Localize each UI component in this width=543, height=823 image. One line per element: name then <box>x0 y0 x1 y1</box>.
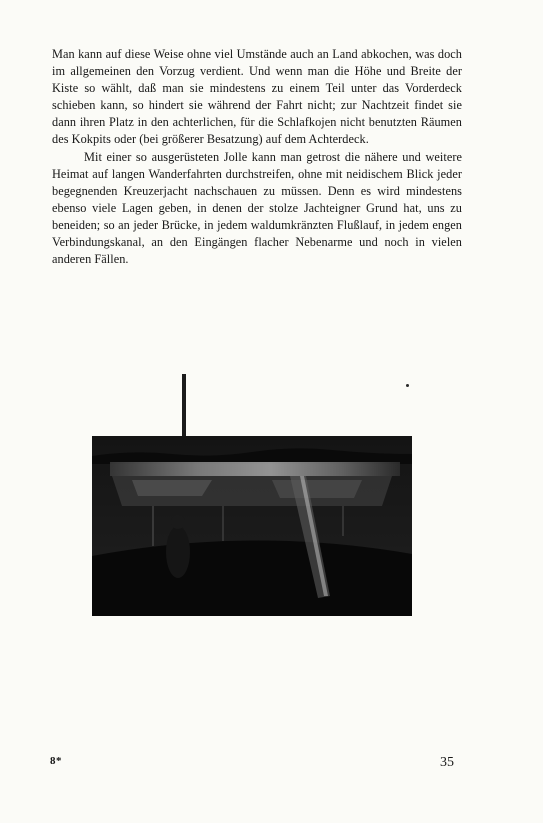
body-text <box>52 46 462 268</box>
page-number: 35 <box>440 755 454 770</box>
paragraph-1: Man kann auf diese Weise ohne viel Umstände auch an Land abkochen, was doch im allgemeinen den Vorzug verdient. Und wenn man die Höhe und Breite der Kiste so wählt, daß man sie mindestens zu einem Teil unter das Vorderdeck schieben kann, so hindert sie während der Fahrt nicht; zur Nachtzeit findet sie dann ihren Platz in den achterlichen, für die Schlafkojen nicht benutzten Räumen des Kokpits oder (bei größerer Besatzung) auf dem Achterdeck. <box>52 47 462 147</box>
signature-mark: 8* <box>50 755 62 767</box>
photo-speck <box>406 384 409 387</box>
photo-scene-icon <box>92 436 412 616</box>
photo-image <box>92 436 412 616</box>
paragraph-2: Mit einer so ausgerüsteten Jolle kann man getrost die nähere und weitere Heimat auf langen Wanderfahrten durchstreifen, ohne mit neidischem Blick jeder begegnenden Kreuzerjacht nachschauen zu müssen. Denn es wird mindestens ebenso viele Lagen geben, in denen der stolze Jachteigner Grund hat, uns zu beneiden; so an jeder Brücke, in jedem waldumkränzten Flußlauf, in jedem engen Verbindungskanal, an den Eingängen flacher Nebenarme und noch in vielen anderen Fällen. <box>52 149 462 267</box>
photograph <box>92 370 412 616</box>
